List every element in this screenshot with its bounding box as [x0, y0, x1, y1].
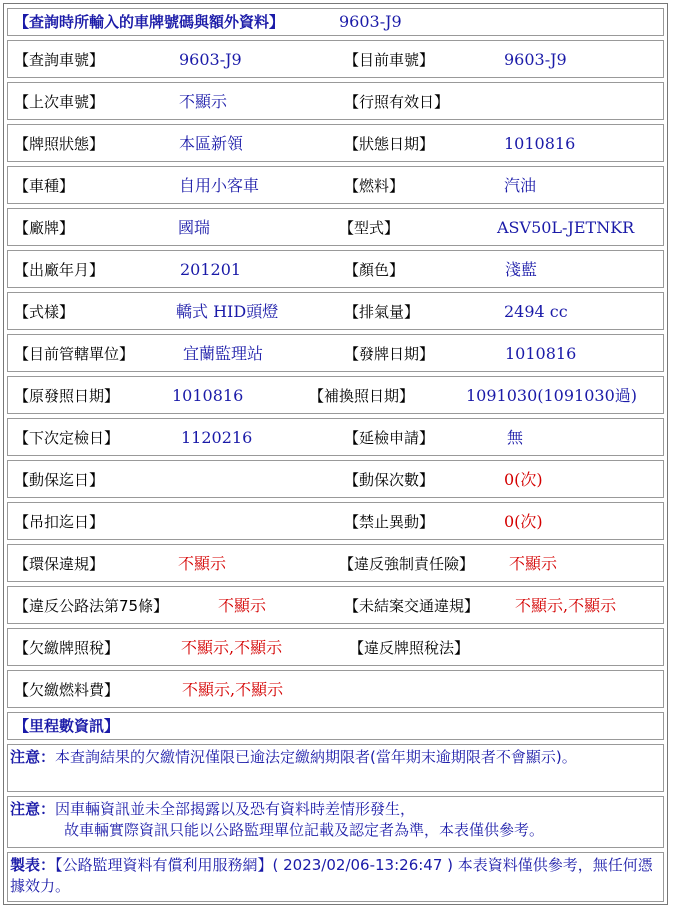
- field-value: 0(次): [504, 512, 543, 531]
- field-label: 【發牌日期】: [344, 345, 435, 363]
- field-value: 無: [507, 428, 524, 447]
- field-value: 1010816: [172, 386, 244, 405]
- field-label: 【牌照狀態】: [14, 135, 105, 153]
- field-label: 【違反公路法第75條】: [14, 597, 169, 615]
- table-row: [7, 670, 664, 708]
- field-value: 1010816: [505, 344, 577, 363]
- field-value: ASV50L-JETNKR: [497, 218, 635, 237]
- query-header-plate: 9603-J9: [339, 12, 402, 31]
- table-row: [7, 124, 664, 162]
- table-row: [7, 166, 664, 204]
- note-text: [10, 747, 659, 768]
- field-label: 【排氣量】: [344, 303, 420, 321]
- footer-label: 製表：: [10, 856, 56, 874]
- query-header: [7, 8, 664, 36]
- field-label: 【吊扣迄日】: [14, 513, 105, 531]
- field-value: 0(次): [504, 470, 543, 489]
- table-row: [7, 82, 664, 120]
- field-value: 不顯示: [509, 554, 558, 573]
- table-row: [7, 334, 664, 372]
- field-value: 不顯示: [178, 554, 227, 573]
- field-label: 【型式】: [339, 219, 400, 237]
- field-label: 【延檢申請】: [344, 429, 435, 447]
- field-label: 【上次車號】: [14, 93, 105, 111]
- field-value: 1120216: [181, 428, 253, 447]
- mileage-section: [7, 712, 664, 740]
- field-value: 9603-J9: [179, 50, 242, 69]
- field-value: 1010816: [504, 134, 576, 153]
- field-label: 【下次定檢日】: [14, 429, 120, 447]
- field-value: 不顯示: [179, 92, 228, 111]
- field-label: 【行照有效日】: [344, 93, 450, 111]
- field-value: 2494 cc: [504, 302, 568, 321]
- table-row: [7, 376, 664, 414]
- note-line-1: 因車輛資訊並未全部揭露以及恐有資料時差情形發生，: [55, 800, 416, 818]
- field-label: 【燃料】: [344, 177, 405, 195]
- mileage-title: 【里程數資訊】: [14, 717, 120, 735]
- field-label: 【未結案交通違規】: [344, 597, 480, 615]
- field-label: 【禁止異動】: [344, 513, 435, 531]
- disclaimer-text: [10, 799, 659, 841]
- field-label: 【顏色】: [344, 261, 405, 279]
- field-value: 不顯示,不顯示: [182, 680, 284, 699]
- field-label: 【欠繳燃料費】: [14, 681, 120, 699]
- table-row: [7, 40, 664, 78]
- note-body: 本查詢結果的欠繳情況僅限已逾法定繳納期限者(當年期末逾期限者不會顯示)。: [55, 748, 577, 766]
- table-row: [7, 544, 664, 582]
- field-value: 汽油: [504, 176, 537, 195]
- field-value: 201201: [180, 260, 242, 279]
- field-label: 【查詢車號】: [14, 51, 105, 69]
- field-label: 【狀態日期】: [344, 135, 435, 153]
- field-label: 【式樣】: [14, 303, 75, 321]
- note-box: [7, 744, 664, 792]
- field-value: 自用小客車: [179, 176, 260, 195]
- field-label: 【違反強制責任險】: [339, 555, 475, 573]
- table-row: [7, 502, 664, 540]
- field-label: 【出廠年月】: [14, 261, 105, 279]
- field-value: 1091030(1091030過): [466, 386, 638, 405]
- field-value: 不顯示,不顯示: [181, 638, 283, 657]
- note-label: 注意：: [10, 800, 56, 818]
- field-value: 宜蘭監理站: [183, 344, 264, 363]
- disclaimer-box: [7, 796, 664, 848]
- table-row: [7, 292, 664, 330]
- field-value: 9603-J9: [504, 50, 567, 69]
- table-row: [7, 250, 664, 288]
- field-value: 淺藍: [505, 260, 538, 279]
- footer-box: [7, 852, 664, 902]
- field-label: 【補換照日期】: [309, 387, 415, 405]
- footer-body: 【公路監理資料有償利用服務網】( 2023/02/06-13:26:47 ) 本表資料僅供參考，無任何憑據效力。: [10, 856, 653, 895]
- field-value: 國瑞: [178, 218, 211, 237]
- footer-text: [10, 855, 659, 897]
- field-value: 不顯示,不顯示: [515, 596, 617, 615]
- note-label: 注意：: [10, 748, 56, 766]
- field-label: 【欠繳牌照稅】: [14, 639, 120, 657]
- query-header-title: 【查詢時所輸入的車牌號碼與額外資料】: [14, 13, 285, 31]
- field-label: 【目前管轄單位】: [14, 345, 135, 363]
- field-label: 【原發照日期】: [14, 387, 120, 405]
- field-label: 【廠牌】: [14, 219, 75, 237]
- field-label: 【車種】: [14, 177, 75, 195]
- field-value: 本區新領: [179, 134, 244, 153]
- table-row: [7, 208, 664, 246]
- table-row: [7, 418, 664, 456]
- table-row: [7, 628, 664, 666]
- field-label: 【目前車號】: [344, 51, 435, 69]
- field-value: 不顯示: [218, 596, 267, 615]
- field-label: 【環保違規】: [14, 555, 105, 573]
- field-label: 【動保迄日】: [14, 471, 105, 489]
- field-value: 轎式 HID頭燈: [176, 302, 279, 321]
- field-label: 【動保次數】: [344, 471, 435, 489]
- table-row: [7, 586, 664, 624]
- table-row: [7, 460, 664, 498]
- note-line-2: 故車輛實際資訊只能以公路監理單位記載及認定者為準，本表僅供參考。: [64, 821, 545, 839]
- field-label: 【違反牌照稅法】: [349, 639, 470, 657]
